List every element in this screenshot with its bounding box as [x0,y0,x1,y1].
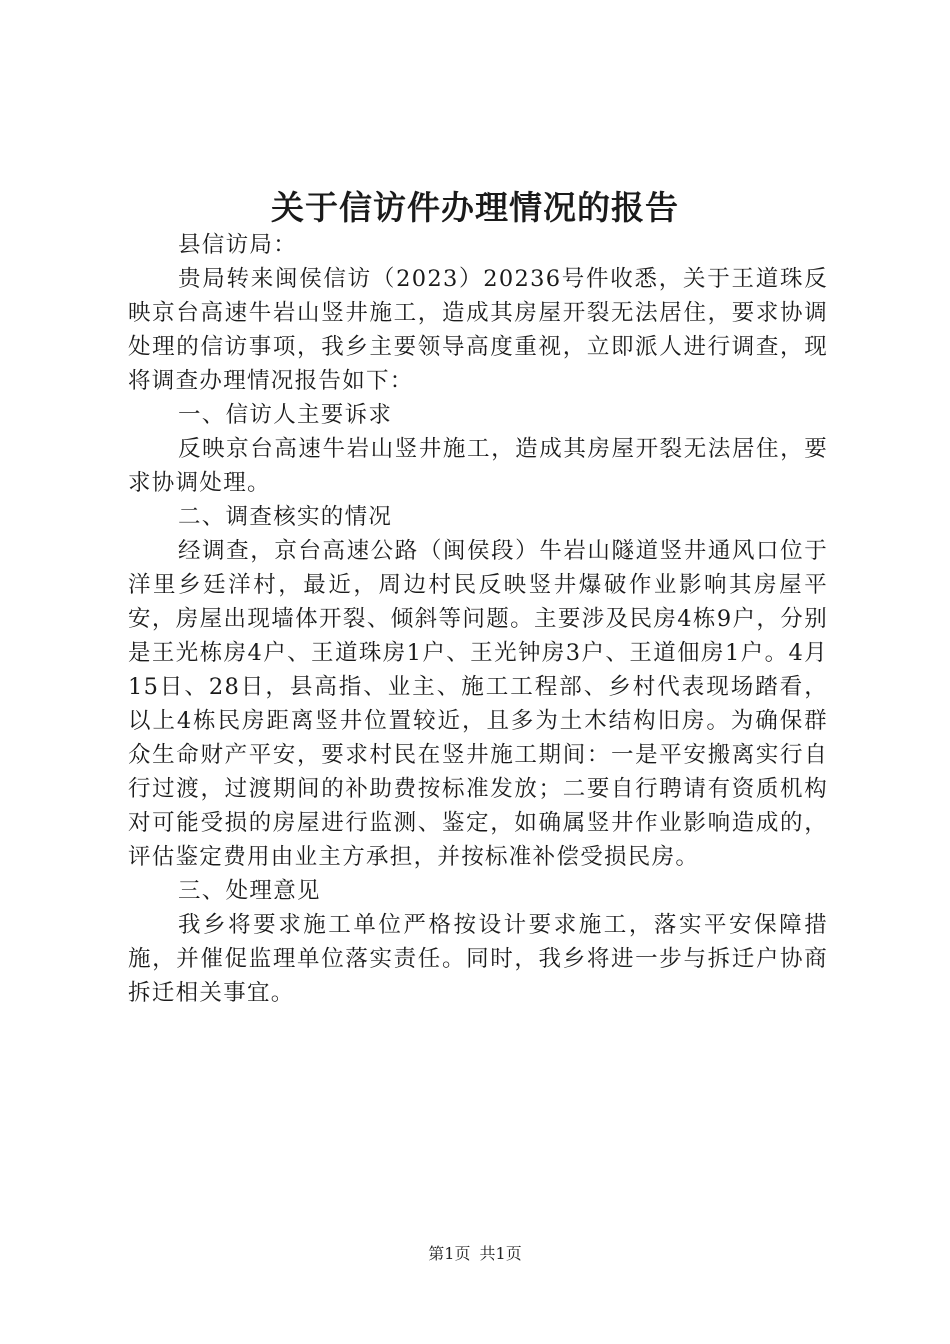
section-heading-2: 二、调查核实的情况 [178,504,393,530]
section-heading-1: 一、信访人主要诉求 [178,402,393,428]
section-1-paragraph: 反映京台高速牛岩山竖井施工，造成其房屋开裂无法居住，要求协调处理。 [128,436,828,496]
salutation: 县信访局： [178,232,298,258]
section-2-paragraph: 经调查，京台高速公路（闽侯段）牛岩山隧道竖井通风口位于洋里乡廷洋村，最近，周边村民反映竖井爆破作业影响其房屋平安，房屋出现墙体开裂、倾斜等问题。主要涉及民房4栋9户，分别是王光栋房4户、王道珠房1户、王光钟房3户、王道佃房1户。4月15日、28日，县高指、业主、施工工程部、乡村代表现场踏看，以上4栋民房距离竖井位置较近，且多为土木结构旧房。为确保群众生命财产平安，要求村民在竖井施工期间：一是平安搬离实行自行过渡，过渡期间的补助费按标准发放；二要自行聘请有资质机构对可能受损的房屋进行监测、鉴定，如确属竖井作业影响造成的，评估鉴定费用由业主方承担，并按标准补偿受损民房。 [128,538,828,870]
document-body [128,228,828,1010]
document-title: 关于信访件办理情况的报告 [271,188,679,227]
page-total: 共1页 [479,1244,522,1263]
page-footer [0,1242,950,1266]
section-3-paragraph: 我乡将要求施工单位严格按设计要求施工，落实平安保障措施，并催促监理单位落实责任。同时，我乡将进一步与拆迁户协商拆迁相关事宜。 [128,912,828,1006]
intro-paragraph: 贵局转来闽侯信访（2023）20236号件收悉，关于王道珠反映京台高速牛岩山竖井施工，造成其房屋开裂无法居住，要求协调处理的信访事项，我乡主要领导高度重视，立即派人进行调查，现将调查办理情况报告如下： [128,266,828,394]
page-number: 第1页 [428,1244,471,1263]
section-heading-3: 三、处理意见 [178,878,321,904]
